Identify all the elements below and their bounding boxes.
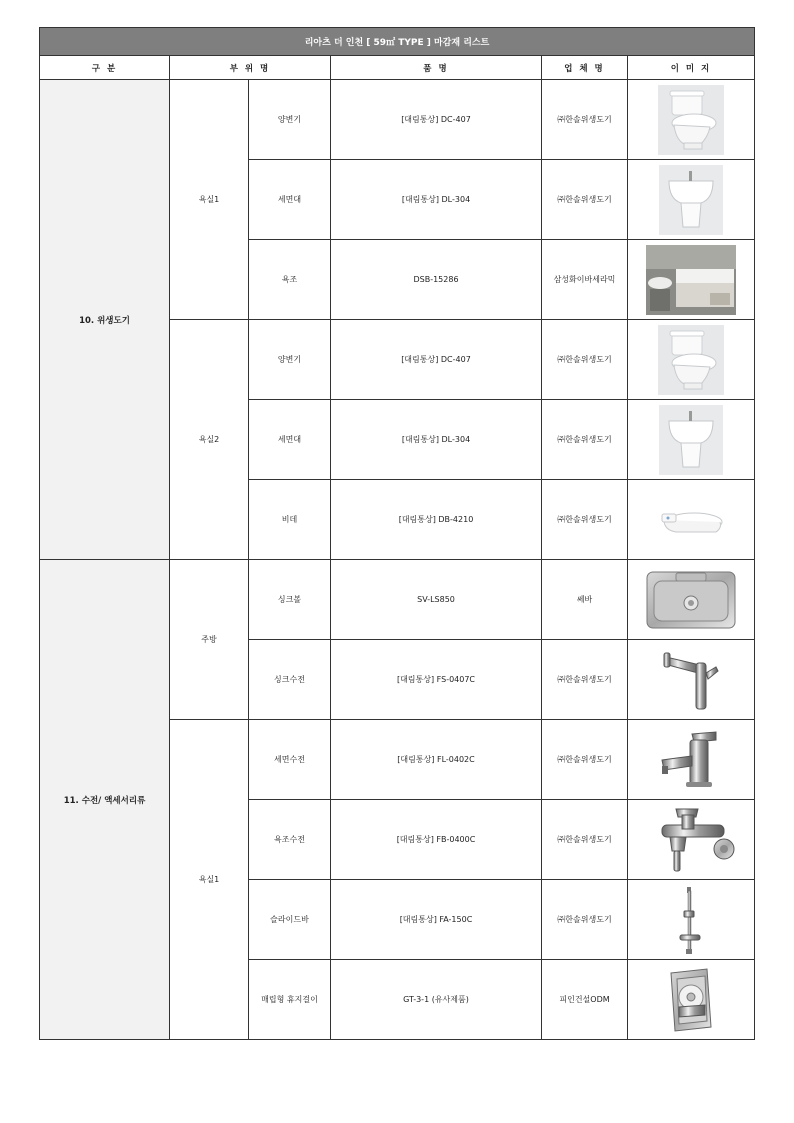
header-product: 품 명: [331, 56, 542, 80]
location-cell: 주방: [170, 560, 249, 720]
header-location: 부 위 명: [170, 56, 331, 80]
company-cell: 삼성화이바세라믹: [542, 240, 628, 320]
part-cell: 슬라이드바: [249, 880, 331, 960]
image-cell: [628, 240, 755, 320]
document-title: 리아츠 더 인천 [ 59㎡ TYPE ] 마감재 리스트: [40, 28, 755, 56]
part-cell: 욕조수전: [249, 800, 331, 880]
header-company: 업 체 명: [542, 56, 628, 80]
sink-faucet-icon: [656, 645, 726, 715]
image-cell: [628, 560, 755, 640]
toilet-icon: [658, 85, 724, 155]
company-cell: 피인건설ODM: [542, 960, 628, 1040]
part-cell: 양변기: [249, 80, 331, 160]
company-cell: ㈜한솔위생도기: [542, 720, 628, 800]
washbasin-icon: [659, 165, 723, 235]
toilet-icon: [658, 325, 724, 395]
company-cell: ㈜한솔위생도기: [542, 800, 628, 880]
company-cell: ㈜한솔위생도기: [542, 480, 628, 560]
part-cell: 싱크수전: [249, 640, 331, 720]
company-cell: ㈜한솔위생도기: [542, 880, 628, 960]
product-cell: [대림통상] DC-407: [331, 320, 542, 400]
location-cell: 욕실1: [170, 720, 249, 1040]
image-cell: [628, 800, 755, 880]
product-cell: [대림통상] DL-304: [331, 160, 542, 240]
part-cell: 욕조: [249, 240, 331, 320]
category-cell: 10. 위생도기: [40, 80, 170, 560]
image-cell: [628, 480, 755, 560]
image-cell: [628, 960, 755, 1040]
image-cell: [628, 400, 755, 480]
company-cell: ㈜한솔위생도기: [542, 160, 628, 240]
bidet-icon: [656, 500, 726, 540]
category-cell: 11. 수전/ 액세서리류: [40, 560, 170, 1040]
basin-faucet-icon: [656, 730, 726, 790]
product-cell: DSB-15286: [331, 240, 542, 320]
product-cell: SV-LS850: [331, 560, 542, 640]
product-cell: [대림통상] FA-150C: [331, 880, 542, 960]
slide-bar-icon: [676, 883, 706, 957]
product-cell: [대림통상] DC-407: [331, 80, 542, 160]
table-row: [40, 80, 755, 160]
part-cell: 양변기: [249, 320, 331, 400]
bathtub-photo-icon: [646, 245, 736, 315]
sink-bowl-icon: [646, 571, 736, 629]
company-cell: ㈜한솔위생도기: [542, 640, 628, 720]
image-cell: [628, 880, 755, 960]
product-cell: [대림통상] DL-304: [331, 400, 542, 480]
location-cell: 욕실2: [170, 320, 249, 560]
part-cell: 세면수전: [249, 720, 331, 800]
company-cell: ㈜한솔위생도기: [542, 320, 628, 400]
product-cell: [대림통상] FL-0402C: [331, 720, 542, 800]
product-cell: [대림통상] FB-0400C: [331, 800, 542, 880]
part-cell: 세면대: [249, 400, 331, 480]
bath-faucet-icon: [646, 805, 736, 875]
image-cell: [628, 160, 755, 240]
table-row: [40, 560, 755, 640]
finish-material-table: [39, 27, 755, 1040]
part-cell: 매립형 휴지걸이: [249, 960, 331, 1040]
company-cell: ㈜한솔위생도기: [542, 400, 628, 480]
product-cell: [대림통상] DB-4210: [331, 480, 542, 560]
company-cell: 쎄바: [542, 560, 628, 640]
header-image: 이 미 지: [628, 56, 755, 80]
part-cell: 비데: [249, 480, 331, 560]
paper-holder-icon: [667, 967, 715, 1033]
image-cell: [628, 320, 755, 400]
company-cell: ㈜한솔위생도기: [542, 80, 628, 160]
location-cell: 욕실1: [170, 80, 249, 320]
header-category: 구 분: [40, 56, 170, 80]
product-cell: [대림통상] FS-0407C: [331, 640, 542, 720]
part-cell: 세면대: [249, 160, 331, 240]
image-cell: [628, 640, 755, 720]
washbasin-icon: [659, 405, 723, 475]
image-cell: [628, 80, 755, 160]
image-cell: [628, 720, 755, 800]
part-cell: 싱크볼: [249, 560, 331, 640]
product-cell: GT-3-1 (유사제품): [331, 960, 542, 1040]
